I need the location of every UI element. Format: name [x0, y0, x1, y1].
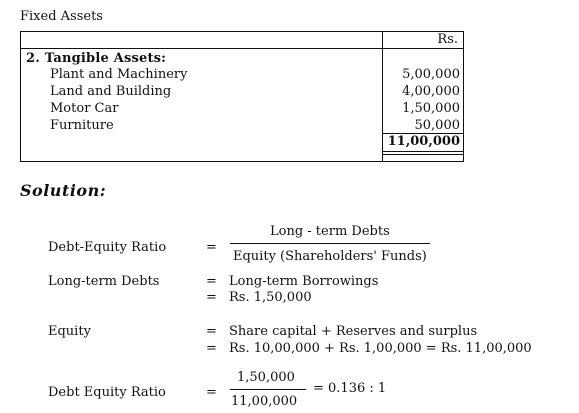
ltd-line-1: Long-term Borrowings [229, 274, 379, 289]
item-label-motor: Motor Car [50, 101, 119, 116]
currency-header: Rs. [437, 32, 458, 47]
table-header-row [21, 32, 463, 49]
long-term-debts-label: Long-term Debts [48, 274, 160, 289]
equity-equals-2: = [206, 341, 217, 356]
equity-line-2: Rs. 10,00,000 + Rs. 1,00,000 = Rs. 11,00,000 [229, 341, 532, 356]
item-label-land: Land and Building [50, 84, 172, 99]
result-value: = 0.136 : 1 [313, 381, 387, 396]
table-total: 11,00,000 [387, 134, 460, 149]
equity-equals-1: = [206, 324, 217, 339]
item-label-plant: Plant and Machinery [50, 67, 188, 82]
ltd-equals-2: = [206, 290, 217, 305]
result-equals: = [206, 385, 217, 400]
ltd-equals-1: = [206, 274, 217, 289]
table-column-divider [382, 32, 383, 161]
equity-label: Equity [48, 324, 91, 339]
total-rule-bottom-2 [383, 154, 463, 155]
ltd-line-2: Rs. 1,50,000 [229, 290, 312, 305]
total-rule-bottom-1 [383, 151, 463, 152]
section-heading: 2. Tangible Assets: [26, 51, 167, 66]
item-amount-plant: 5,00,000 [402, 67, 460, 82]
result-denominator: 11,00,000 [231, 394, 298, 409]
formula-denominator: Equity (Shareholders' Funds) [233, 249, 427, 264]
result-label: Debt Equity Ratio [48, 385, 166, 400]
formula-fraction-bar [230, 243, 430, 244]
item-amount-land: 4,00,000 [402, 84, 460, 99]
fixed-assets-title: Fixed Assets [20, 9, 103, 24]
fixed-assets-table [20, 31, 464, 162]
debt-equity-equals: = [206, 240, 217, 255]
debt-equity-label: Debt-Equity Ratio [48, 240, 167, 255]
item-amount-motor: 1,50,000 [402, 101, 460, 116]
item-label-furniture: Furniture [50, 118, 114, 133]
solution-heading: Solution: [20, 181, 107, 200]
equity-line-1: Share capital + Reserves and surplus [229, 324, 478, 339]
item-amount-furniture: 50,000 [414, 118, 460, 133]
formula-numerator: Long - term Debts [270, 224, 390, 239]
result-numerator: 1,50,000 [237, 370, 295, 385]
result-fraction-bar [230, 389, 306, 390]
